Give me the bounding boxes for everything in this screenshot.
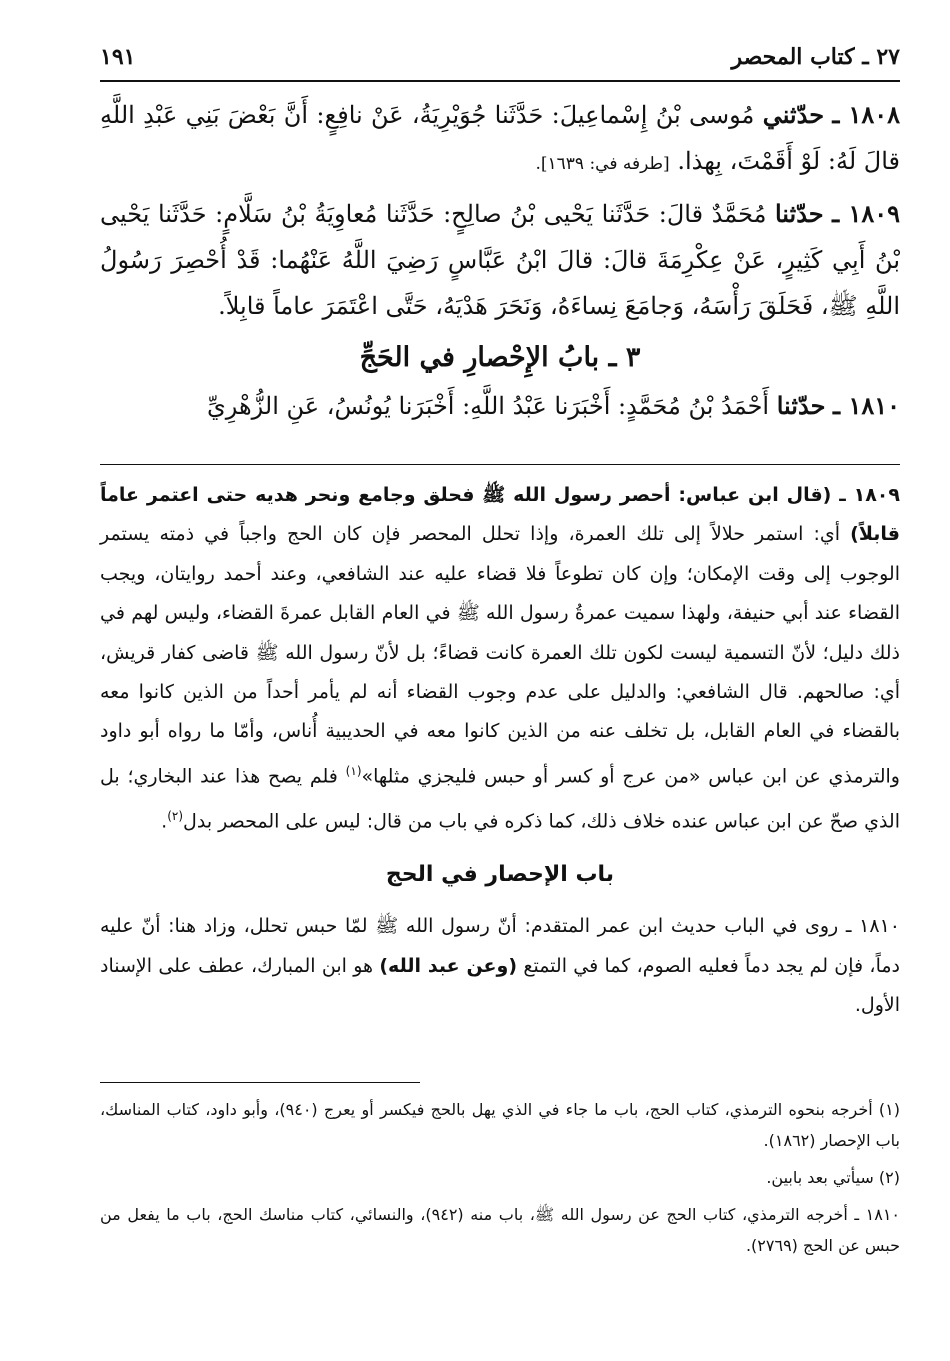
hadith-text <box>100 92 900 433</box>
hadith-1810 <box>100 383 900 429</box>
chapter-heading: ٣ ـ بابُ الإِحْصارِ في الحَجِّ <box>359 342 641 373</box>
footnote-ref-1: (١) <box>345 763 362 778</box>
footnote-2: (٢) سيأتي بعد بابين. <box>766 1168 900 1187</box>
commentary-quote: (وعن عبد الله) <box>379 954 518 977</box>
footnote-divider <box>100 1082 420 1083</box>
footnote-1810: ١٨١٠ ـ أخرجه الترمذي، كتاب الحج عن رسول الله ﷺ، باب منه (٩٤٢)، والنسائي، كتاب مناسك الحج، باب ما يفعل من حبس عن الحج (٢٧٦٩). <box>100 1205 901 1255</box>
hadith-number: ١٨٠٨ ـ <box>832 100 900 129</box>
commentary-body: أي: استمر حلالاً إلى تلك العمرة، وإذا تحلل المحصر فإن كان الحج واجباً في ذمته يستمر الوجوب إلى وقت الإمكان؛ وإن كان تطوعاً فلا قضاء عليه عند الشافعي، وعند أحمد روايتان، ويجب القضاء عند أبي حنيفة، ولهذا سميت عمرةُ رسول الله ﷺ في العام القابل عمرةَ القضاء، وليس لهم في ذلك دليل؛ لأنّ التسمية ليست لكون تلك العمرة كانت قضاءً؛ بل لأنّ رسول الله ﷺ قاضى كفار قريش، أي: صالحهم. قال الشافعي: والدليل على عدم وجوب القضاء أنه لم يأمر أحداً من الذين كانوا معه بالقضاء في العام القابل، بل تخلف عنه من الذين كانوا معه في الحديبية أُناس، وأمّا ما رواه أبو داود والترمذي عن ابن عباس «من عرج أو كسر أو حبس فليجزي مثلها» <box>100 523 900 788</box>
commentary-body: ١٨١٠ ـ روى في الباب حديث ابن عمر المتقدم: أنّ رسول الله ﷺ لمّا حبس تحلل، وزاد هنا: أنّ عليه دماً، فإن لم يجد دماً فعليه الصوم، كما في التمتع <box>100 915 900 977</box>
commentary-1809 <box>100 476 900 841</box>
commentary-quote: ١٨٠٩ ـ (قال ابن عباس: أحصر رسول الله ﷺ فحلق وجامع ونحر هديه حتى اعتمر عاماً قابلاً) <box>100 484 900 546</box>
hadith-1809 <box>100 191 900 329</box>
hadith-number: ١٨٠٩ ـ <box>832 199 900 228</box>
hadith-body: أَحْمَدُ بْنُ مُحَمَّدٍ: أَخْبَرَنا عَبْدُ اللَّهِ: أَخْبَرَنا يُونُسُ، عَنِ الزُّهْرِيِّ <box>207 392 770 420</box>
hadith-lead: حدّثنا <box>776 391 826 420</box>
footnotes <box>100 1094 900 1267</box>
commentary-body-cont: هو ابن المبارك، عطف على الإسناد الأول. <box>100 954 900 1017</box>
hadith-1808 <box>100 92 900 187</box>
hadith-cross-reference: [طرفه في: ١٦٣٩]. <box>535 154 670 174</box>
commentary-body-cont: فلم يصح هذا عند البخاري؛ بل الذي صحّ عن ابن عباس عنده خلاف ذلك، كما ذكره في باب من قال: ليس على المحصر بدل <box>100 765 900 832</box>
chapter-title: ٢٧ ـ كتاب المحصر <box>731 44 900 70</box>
page-number: ١٩١ <box>100 44 136 70</box>
hadith-lead: حدّثنا <box>774 199 824 228</box>
hadith-body: مُوسى بْنُ إِسْماعِيلَ: حَدَّثَنا جُوَيْرِيَةُ، عَنْ نافِعٍ: أَنَّ بَعْضَ بَنِي عَبْدِ اللَّهِ قالَ لَهُ: لَوْ أَقَمْتَ، بِهذا. <box>100 101 900 175</box>
hadith-lead: حدّثني <box>762 100 825 129</box>
commentary-end: . <box>161 809 168 832</box>
footnote-ref-2: (٢) <box>167 808 184 823</box>
section-heading: باب الإحصار في الحج <box>385 862 615 888</box>
footnote-1: (١) أخرجه بنحوه الترمذي، كتاب الحج، باب ما جاء في الذي يهل بالحج فيكسر أو يعرج (٩٤٠)، وأبو داود، كتاب المناسك، باب الإحصار (١٨٦٢). <box>100 1100 901 1150</box>
running-header <box>100 42 900 80</box>
commentary-1810 <box>100 907 900 1025</box>
commentary-text <box>100 476 900 1026</box>
hadith-number: ١٨١٠ ـ <box>833 391 900 420</box>
hadith-body: مُحَمَّدٌ قالَ: حَدَّثَنا يَحْيى بْنُ صالِحٍ: حَدَّثَنا مُعاوِيَةُ بْنُ سَلَّامٍ: حَدَّثَنا يَحْيى بْنُ أَبِي كَثِيرٍ، عَنْ عِكْرِمَةَ قالَ: قالَ ابْنُ عَبَّاسٍ رَضِيَ اللَّهُ عَنْهُما: قَدْ أُحْصِرَ رَسُولُ اللَّهِ ﷺ، فَحَلَقَ رَأْسَهُ، وَجامَعَ نِساءَهُ، وَنَحَرَ هَدْيَهُ، حَتَّى اعْتَمَرَ عاماً قابِلاً. <box>100 200 900 320</box>
header-divider <box>100 80 900 82</box>
commentary-divider <box>100 464 900 465</box>
